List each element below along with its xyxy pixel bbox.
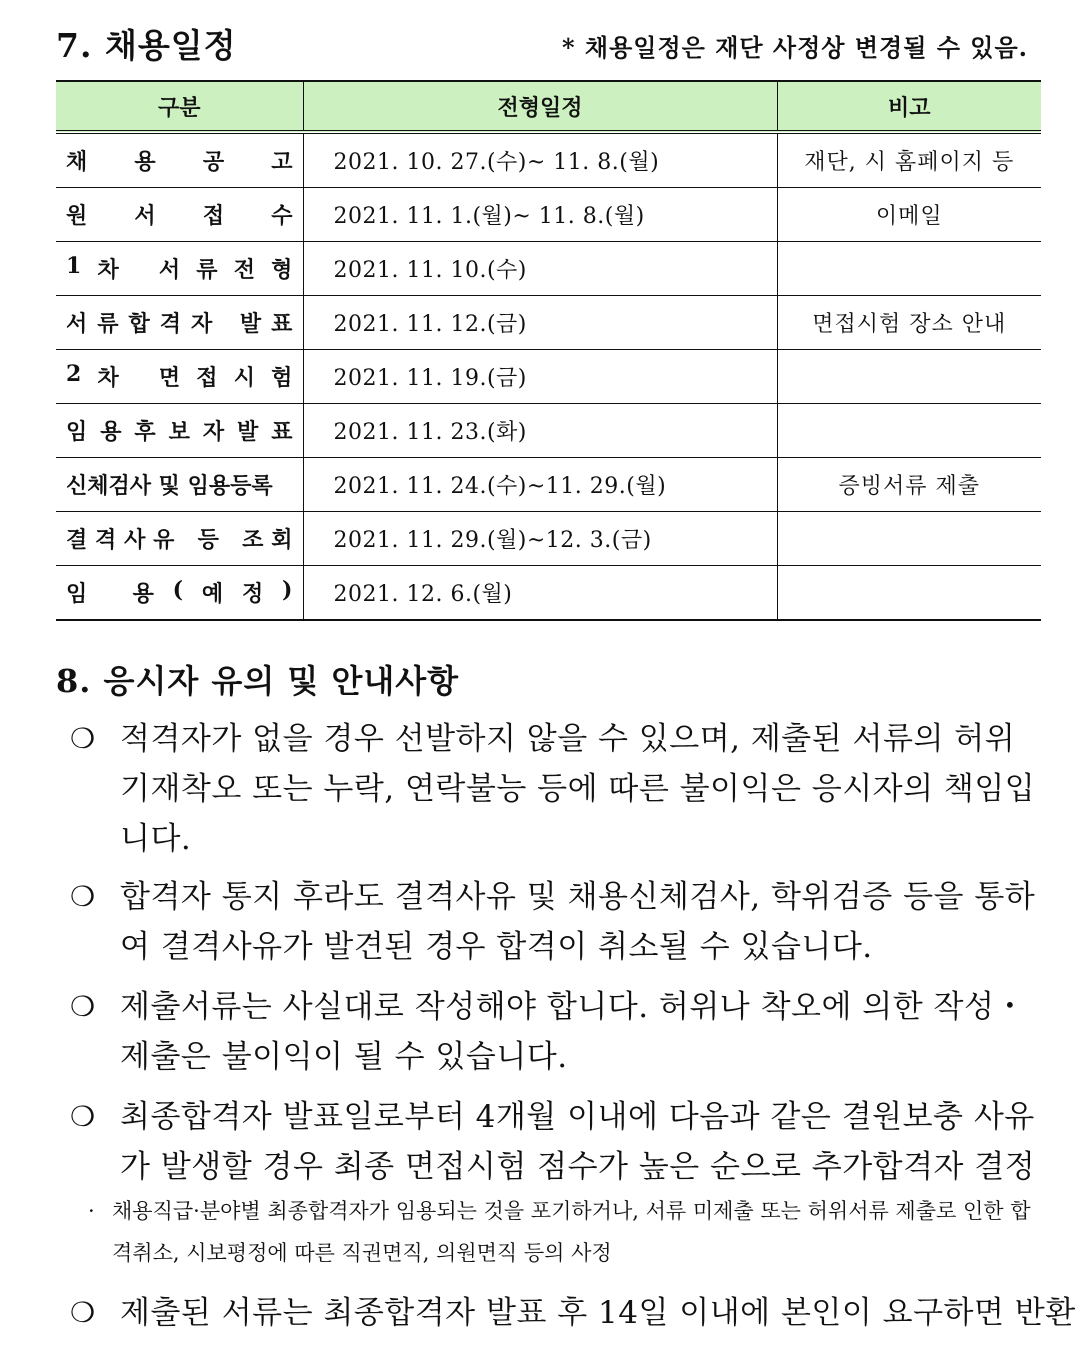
row-schedule: 2021. 11. 19.(금)	[303, 350, 777, 404]
category-char: 자	[191, 311, 213, 337]
category-char: 서	[134, 203, 156, 229]
row-category	[56, 458, 303, 512]
category-label	[66, 361, 293, 392]
header-category: 구분	[56, 81, 303, 132]
notice-subnote	[88, 1190, 1038, 1274]
category-label	[66, 307, 293, 338]
notice-item-5	[70, 1288, 1076, 1338]
category-char: 서	[158, 257, 181, 283]
category-char: 용	[134, 149, 156, 175]
category-char: 류	[196, 257, 218, 283]
category-char: 신체검사 및 임용등록	[66, 473, 273, 499]
category-char: 사	[124, 527, 146, 553]
table-row	[56, 296, 1041, 350]
category-char: 차	[97, 365, 119, 391]
row-category	[56, 350, 303, 404]
row-schedule: 2021. 11. 29.(월)~12. 3.(금)	[303, 512, 777, 566]
category-char: 용	[132, 581, 154, 607]
category-char: 합	[128, 311, 150, 337]
table-row	[56, 350, 1041, 404]
table-row	[56, 242, 1041, 296]
category-char: 공	[202, 149, 225, 175]
table-row	[56, 566, 1041, 621]
table-header-row	[56, 81, 1041, 132]
category-label	[66, 523, 293, 554]
table-row	[56, 458, 1041, 512]
category-char: 접	[196, 365, 218, 391]
category-char: 예	[201, 581, 224, 607]
row-category	[56, 512, 303, 566]
category-char: 조	[242, 527, 264, 553]
bullet-circle-icon: ❍	[70, 990, 96, 1023]
row-schedule: 2021. 11. 1.(월)~ 11. 8.(월)	[303, 188, 777, 242]
row-remark: 증빙서류 제출	[777, 458, 1041, 512]
recruitment-schedule-table	[56, 80, 1041, 621]
category-label	[66, 415, 293, 446]
category-char: 시	[233, 365, 255, 391]
category-char: 회	[271, 527, 293, 553]
category-char	[106, 577, 114, 608]
row-schedule: 2021. 12. 6.(월)	[303, 566, 777, 621]
row-remark	[777, 350, 1041, 404]
row-category	[56, 404, 303, 458]
category-label	[66, 199, 293, 230]
category-char: 정	[241, 581, 264, 607]
bullet-circle-icon: ❍	[70, 722, 96, 755]
category-char: 용	[100, 419, 122, 445]
category-char: 면	[158, 365, 181, 391]
notice-item-1	[70, 714, 1040, 864]
category-char: (	[172, 577, 184, 603]
category-char: 차	[97, 257, 119, 283]
row-category	[56, 132, 303, 188]
section-7-header	[56, 20, 1040, 68]
table-row	[56, 512, 1041, 566]
bullet-circle-icon: ❍	[70, 1296, 96, 1329]
row-remark	[777, 512, 1041, 566]
category-char: 2	[66, 361, 82, 387]
notice-text: 적격자가 없을 경우 선발하지 않을 수 있으며, 제출된 서류의 허위 기재착오 또는 누락, 연락불능 등에 따른 불이익은 응시자의 책임입니다.	[120, 721, 1036, 857]
notice-item-2	[70, 872, 1040, 972]
category-char: 자	[202, 419, 225, 445]
category-char: 결	[66, 527, 88, 553]
row-schedule: 2021. 10. 27.(수)~ 11. 8.(월)	[303, 132, 777, 188]
category-char	[135, 253, 143, 284]
category-label	[66, 145, 293, 176]
row-remark: 재단, 시 홈페이지 등	[777, 132, 1041, 188]
category-label	[66, 469, 293, 500]
table-row	[56, 404, 1041, 458]
category-char: 격	[159, 311, 182, 337]
row-remark: 이메일	[777, 188, 1041, 242]
category-char: )	[282, 577, 293, 603]
table-body	[56, 132, 1041, 620]
category-char	[135, 361, 143, 392]
row-category	[56, 566, 303, 621]
category-char: 발	[239, 311, 262, 337]
section-7-title: 7. 채용일정	[56, 26, 237, 65]
row-category	[56, 188, 303, 242]
category-char	[222, 307, 230, 338]
category-label	[66, 253, 293, 284]
row-schedule: 2021. 11. 12.(금)	[303, 296, 777, 350]
category-char: 류	[97, 311, 119, 337]
category-char: 원	[66, 203, 88, 229]
bullet-circle-icon: ❍	[70, 1100, 96, 1133]
notice-text: 최종합격자 발표일로부터 4개월 이내에 다음과 같은 결원보충 사유가 발생할 경우 최종 면접시험 점수가 높은 순으로 추가합격자 결정	[120, 1099, 1036, 1185]
table-row	[56, 132, 1041, 188]
small-dot-icon: ·	[88, 1199, 95, 1223]
notice-text: 합격자 통지 후라도 결격사유 및 채용신체검사, 학위검증 등을 통하여 결격사유가 발견된 경우 합격이 취소될 수 있습니다.	[120, 879, 1036, 965]
row-remark: 면접시험 장소 안내	[777, 296, 1041, 350]
category-char: 전	[233, 257, 255, 283]
category-label	[66, 577, 293, 608]
category-char: 수	[271, 203, 293, 229]
category-char: 채	[66, 149, 88, 175]
table-row	[56, 188, 1041, 242]
category-char: 후	[134, 419, 156, 445]
category-char: 보	[168, 419, 190, 445]
category-char: 발	[237, 419, 259, 445]
category-char: 고	[271, 149, 293, 175]
row-remark	[777, 566, 1041, 621]
notice-text: 제출서류는 사실대로 작성해야 합니다. 허위나 착오에 의한 작성・제출은 불이익이 될 수 있습니다.	[120, 989, 1026, 1075]
category-char: 1	[66, 253, 82, 279]
notice-item-3	[70, 982, 1040, 1082]
category-char	[227, 523, 235, 554]
category-char: 등	[197, 527, 219, 553]
category-char: 형	[271, 257, 293, 283]
category-char: 접	[202, 203, 225, 229]
row-category	[56, 242, 303, 296]
category-char: 표	[271, 419, 293, 445]
row-schedule: 2021. 11. 24.(수)~11. 29.(월)	[303, 458, 777, 512]
section-8-title: 8. 응시자 유의 및 안내사항	[56, 662, 460, 700]
subnote-text: 채용직급·분야별 최종합격자가 임용되는 것을 포기하거나, 서류 미제출 또는 허위서류 제출로 인한 합격취소, 시보평정에 따른 직권면직, 의원면직 등의 사정	[112, 1199, 1031, 1265]
category-char: 임	[66, 581, 88, 607]
row-category	[56, 296, 303, 350]
category-char: 유	[153, 527, 175, 553]
header-remark: 비고	[777, 81, 1041, 132]
category-char	[182, 523, 190, 554]
bullet-circle-icon: ❍	[70, 880, 96, 913]
category-char: 서	[66, 311, 88, 337]
notice-item-4	[70, 1092, 1040, 1192]
schedule-change-note: * 채용일정은 재단 사정상 변경될 수 있음.	[562, 33, 1028, 62]
notice-text: 제출된 서류는 최종합격자 발표 후 14일 이내에 본인이 요구하면 반환	[120, 1295, 1076, 1331]
category-char: 임	[66, 419, 88, 445]
row-remark	[777, 404, 1041, 458]
category-char: 격	[95, 527, 117, 553]
header-schedule: 전형일정	[303, 81, 777, 132]
row-remark	[777, 242, 1041, 296]
category-char: 표	[271, 311, 293, 337]
row-schedule: 2021. 11. 10.(수)	[303, 242, 777, 296]
row-schedule: 2021. 11. 23.(화)	[303, 404, 777, 458]
category-char: 험	[271, 365, 293, 391]
